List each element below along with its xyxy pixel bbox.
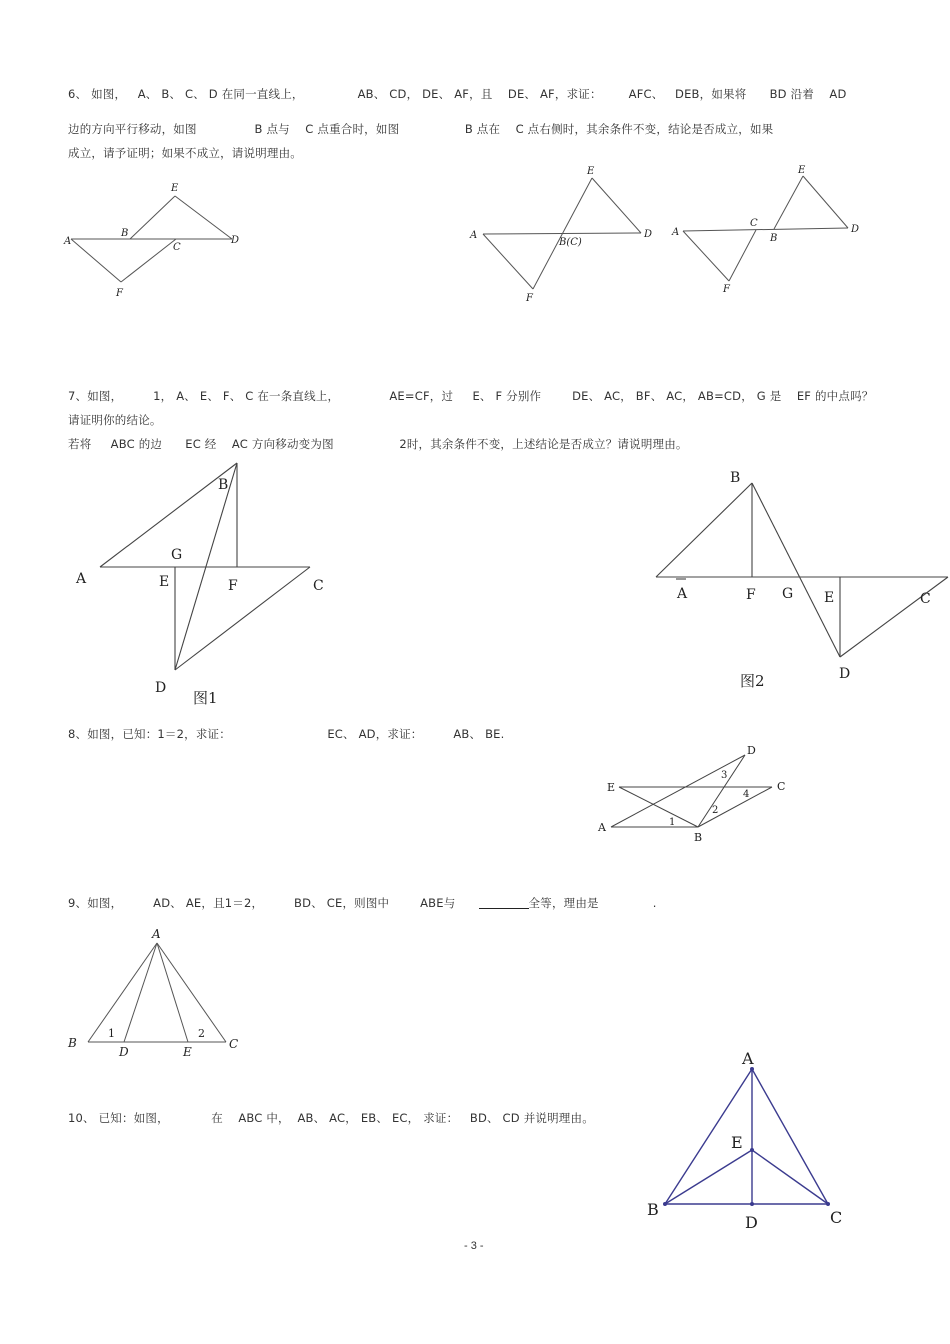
segment-bd [752, 483, 840, 657]
segment-dc [175, 567, 310, 670]
segment-eb [619, 787, 698, 827]
q10-text: 10、 已知：如图， 在 ABC 中， AB、 AC， EB、 EC， 求证： BD、 CD 并说明理由。 [68, 1111, 594, 1125]
q7-line-3: 若将 ABC 的边 EC 经 AC 方向移动变为图 2时，其余条件不变，上述结论是否成立？请说明理由。 [68, 437, 688, 451]
q9-text-part-1: 9、如图， AD、 AE，且1＝2， BD、 CE，则图中 ABE与 [68, 896, 479, 910]
q9-text-part-2: 全等，理由是 . [528, 896, 657, 910]
label-e: E [607, 781, 616, 794]
label-e: E [171, 183, 179, 194]
caption-figure-2: 图2 [740, 672, 765, 690]
label-e: E [798, 165, 806, 176]
label-d: D [155, 680, 167, 696]
figure-q9 [62, 920, 252, 1060]
label-d: D [231, 235, 240, 246]
q7-line-2: 请证明你的结论。 [68, 413, 162, 427]
label-d: D [119, 1045, 129, 1059]
label-c: C [313, 578, 324, 594]
segment-ed [803, 176, 848, 228]
segment-ed [175, 196, 232, 239]
label-c: C [830, 1208, 843, 1227]
label-a: A [152, 927, 161, 941]
label-a: A [76, 571, 87, 587]
label-c: C [750, 218, 758, 229]
q7-line-1: 7、如图， 1， A、 E、 F、 C 在一条直线上， AE=CF，过 E、 F 分别作 DE、 AC， BF、 AC， AB=CD， G 是 EF 的中点吗？ [68, 389, 874, 403]
label-f: F [116, 288, 123, 299]
q9-answer-blank[interactable] [479, 897, 529, 909]
label-c: C [920, 591, 931, 607]
label-d: D [747, 744, 756, 757]
figure-q6-c [668, 160, 868, 300]
label-d: D [839, 666, 851, 682]
label-e: E [159, 574, 170, 590]
label-f: F [228, 578, 238, 594]
segment-bd [698, 755, 745, 827]
angle-3: 3 [721, 770, 728, 781]
figure-q7-2 [650, 460, 950, 695]
point-b [663, 1202, 667, 1206]
segment-fc [729, 230, 756, 281]
point-c [826, 1202, 830, 1206]
angle-2: 2 [198, 1027, 205, 1040]
label-b: B [770, 233, 778, 244]
label-c: C [777, 780, 786, 793]
page-number: - 3 - [464, 1240, 484, 1252]
segment-ad [611, 755, 745, 827]
q6-line-3: 成立，请予证明；如果不成立，请说明理由。 [68, 146, 302, 160]
label-d: D [644, 229, 653, 240]
q6-line-2: 边的方向平行移动，如图 B 点与 C 点重合时，如图 B 点在 C 点右侧时，其余条件不变，结论是否成立，如果 [68, 122, 774, 136]
label-a: A [672, 227, 680, 238]
label-g: G [171, 547, 183, 563]
label-c: C [229, 1037, 239, 1051]
segment-dc [840, 577, 948, 657]
segment-ab [656, 483, 752, 577]
segment-ed [592, 178, 641, 233]
segment-ad [683, 228, 848, 231]
label-b: B [647, 1200, 659, 1219]
segment-be [130, 196, 175, 239]
label-b: B [218, 477, 229, 493]
figure-q6-a [60, 175, 260, 305]
segment-af [683, 231, 729, 281]
point-d [750, 1202, 754, 1206]
caption-figure-1: 图1 [193, 689, 218, 707]
label-a: A [470, 230, 478, 241]
figure-q7-1 [70, 455, 340, 715]
label-e: E [183, 1045, 192, 1059]
figure-q10 [640, 1045, 860, 1235]
segment-af [483, 234, 533, 289]
label-f: F [723, 284, 730, 295]
figure-q8 [595, 740, 795, 850]
q8-text: 8、如图，已知：1＝2，求证： EC、 AD，求证： AB、 BE. [68, 727, 505, 741]
label-d: D [851, 224, 860, 235]
angle-1: 1 [108, 1027, 115, 1040]
label-g: G [782, 586, 794, 602]
label-a: A [677, 586, 688, 602]
label-b: B [694, 831, 703, 844]
label-a: A [598, 821, 606, 834]
angle-1: 1 [669, 817, 676, 828]
q9-text [68, 896, 657, 910]
segment-ec [752, 1150, 828, 1204]
segment-be [774, 176, 803, 229]
point-e [750, 1148, 754, 1152]
segment-eb [665, 1150, 752, 1204]
segment-ab [88, 943, 157, 1042]
segment-ac [752, 1069, 828, 1204]
label-e: E [731, 1133, 743, 1152]
label-b-c: B(C) [559, 237, 582, 248]
segment-ae [157, 943, 188, 1042]
segment-ad [124, 943, 157, 1042]
label-f: F [746, 587, 756, 603]
segment-bc [698, 787, 772, 827]
label-b: B [730, 470, 741, 486]
label-b: B [121, 228, 129, 239]
segment-af [71, 239, 121, 282]
angle-4: 4 [743, 789, 750, 800]
segment-fc [121, 239, 176, 282]
label-d: D [745, 1213, 758, 1232]
label-e: E [587, 166, 595, 177]
label-f: F [526, 293, 533, 304]
q6-line-1: 6、 如图， A、 B、 C、 D 在同一直线上， AB、 CD， DE、 AF，且 DE、 AF，求证： AFC、 DEB，如果将 BD 沿着 AD [68, 87, 847, 101]
segment-ac [157, 943, 226, 1042]
label-a: A [64, 236, 72, 247]
label-a: A [742, 1049, 754, 1068]
label-b: B [68, 1036, 77, 1050]
angle-2: 2 [712, 805, 719, 816]
segment-ab [100, 463, 237, 567]
figure-q6-b [465, 160, 665, 310]
label-c: C [173, 242, 181, 253]
label-e: E [824, 590, 835, 606]
